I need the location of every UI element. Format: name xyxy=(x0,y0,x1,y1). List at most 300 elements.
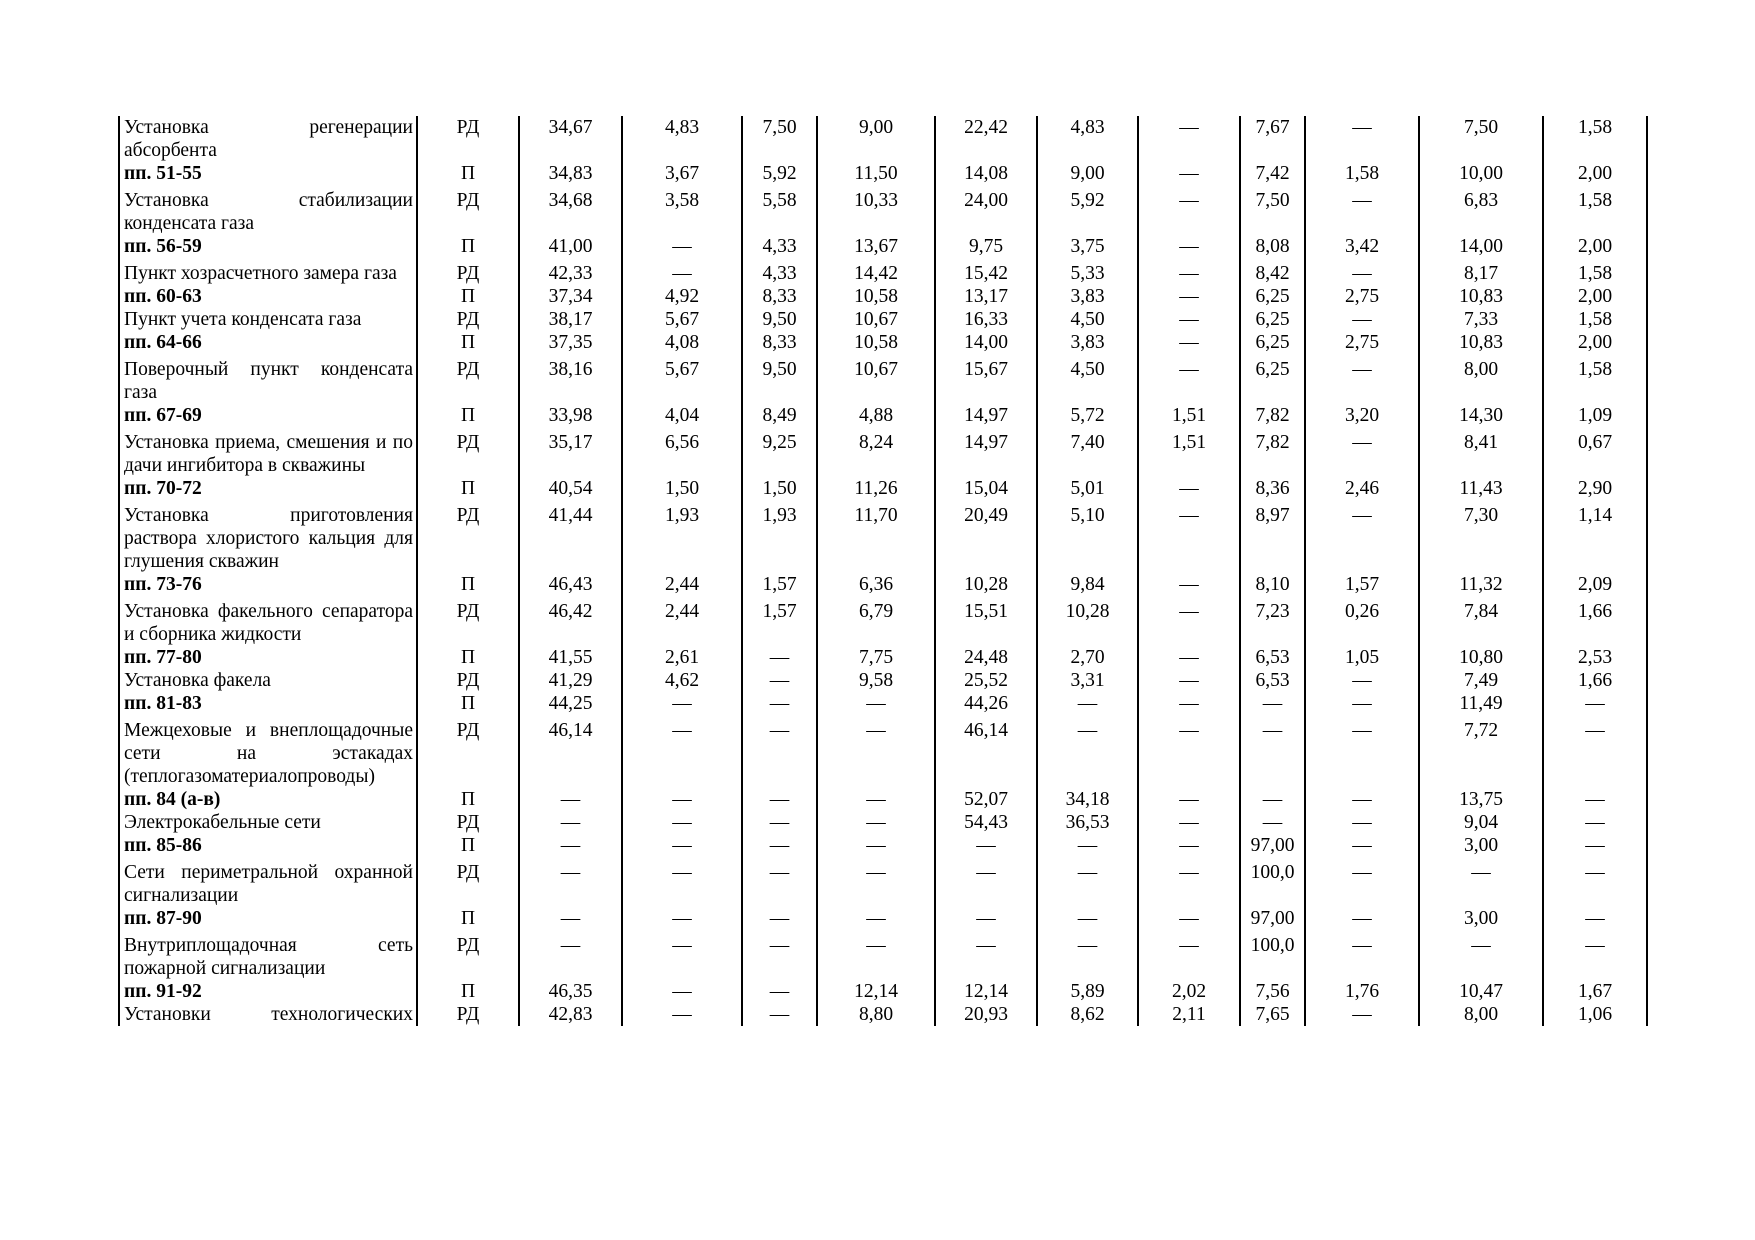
value-cell: 6,36 xyxy=(817,573,935,596)
value-cell: 4,62 xyxy=(622,669,742,692)
value-cell: — xyxy=(1419,930,1543,980)
value-cell: 97,00 xyxy=(1240,907,1305,930)
value-cell: 2,00 xyxy=(1543,235,1647,258)
value-cell: 7,82 xyxy=(1240,427,1305,477)
table-row xyxy=(119,258,1647,285)
value-cell: 7,50 xyxy=(742,116,817,162)
value-cell: 5,92 xyxy=(1037,185,1138,235)
value-cell: 1,50 xyxy=(742,477,817,500)
table-row xyxy=(119,573,1647,596)
value-cell: 10,67 xyxy=(817,354,935,404)
value-cell: 10,58 xyxy=(817,331,935,354)
value-cell: 4,50 xyxy=(1037,354,1138,404)
value-cell: 46,35 xyxy=(519,980,622,1003)
value-cell: 2,53 xyxy=(1543,646,1647,669)
value-cell: 15,67 xyxy=(935,354,1037,404)
value-cell: 1,57 xyxy=(742,573,817,596)
value-cell: — xyxy=(622,834,742,857)
doc-type-cell: П xyxy=(417,646,519,669)
value-cell: 1,05 xyxy=(1305,646,1419,669)
value-cell: 15,51 xyxy=(935,596,1037,646)
value-cell: — xyxy=(817,715,935,788)
section-ref-cell: пп. 84 (а-в) xyxy=(119,788,417,811)
value-cell: 15,42 xyxy=(935,258,1037,285)
value-cell: — xyxy=(1138,162,1240,185)
value-cell: 12,14 xyxy=(935,980,1037,1003)
value-cell: — xyxy=(1138,500,1240,573)
value-cell: 100,0 xyxy=(1240,930,1305,980)
value-cell: 10,83 xyxy=(1419,285,1543,308)
value-cell: — xyxy=(1305,834,1419,857)
value-cell: 11,70 xyxy=(817,500,935,573)
doc-type-cell: П xyxy=(417,834,519,857)
value-cell: — xyxy=(1543,788,1647,811)
value-cell: — xyxy=(742,811,817,834)
value-cell: 8,33 xyxy=(742,331,817,354)
value-cell: — xyxy=(519,811,622,834)
value-cell: 7,33 xyxy=(1419,308,1543,331)
value-cell: 1,58 xyxy=(1543,116,1647,162)
value-cell: — xyxy=(1543,857,1647,907)
value-cell: — xyxy=(817,907,935,930)
table-row xyxy=(119,811,1647,834)
value-cell: — xyxy=(1419,857,1543,907)
value-cell: 11,49 xyxy=(1419,692,1543,715)
value-cell: 1,66 xyxy=(1543,596,1647,646)
doc-type-cell: РД xyxy=(417,308,519,331)
value-cell: — xyxy=(622,1003,742,1026)
value-cell: 7,30 xyxy=(1419,500,1543,573)
value-cell: 14,30 xyxy=(1419,404,1543,427)
value-cell: 6,83 xyxy=(1419,185,1543,235)
value-cell: — xyxy=(1305,1003,1419,1026)
value-cell: 20,49 xyxy=(935,500,1037,573)
value-cell: 2,75 xyxy=(1305,285,1419,308)
value-cell: 7,72 xyxy=(1419,715,1543,788)
value-cell: — xyxy=(817,692,935,715)
value-cell: 1,57 xyxy=(742,596,817,646)
value-cell: — xyxy=(742,834,817,857)
value-cell: 8,00 xyxy=(1419,1003,1543,1026)
value-cell: — xyxy=(1305,116,1419,162)
value-cell: 7,40 xyxy=(1037,427,1138,477)
value-cell: — xyxy=(1037,907,1138,930)
object-name-cell: Сети периметральной охранной сигнализации xyxy=(119,857,417,907)
value-cell: 9,00 xyxy=(1037,162,1138,185)
value-cell: 3,00 xyxy=(1419,907,1543,930)
table-row xyxy=(119,185,1647,235)
object-name-cell: Пункт учета конденсата газа xyxy=(119,308,417,331)
value-cell: 2,61 xyxy=(622,646,742,669)
value-cell: 41,44 xyxy=(519,500,622,573)
value-cell: — xyxy=(1305,258,1419,285)
value-cell: — xyxy=(742,1003,817,1026)
value-cell: 11,50 xyxy=(817,162,935,185)
value-cell: 5,89 xyxy=(1037,980,1138,1003)
value-cell: — xyxy=(1138,308,1240,331)
value-cell: 10,00 xyxy=(1419,162,1543,185)
value-cell: 1,58 xyxy=(1543,258,1647,285)
value-cell: 46,43 xyxy=(519,573,622,596)
table-body xyxy=(119,116,1647,1026)
table-row xyxy=(119,907,1647,930)
table-row xyxy=(119,331,1647,354)
value-cell: 4,04 xyxy=(622,404,742,427)
value-cell: 41,55 xyxy=(519,646,622,669)
value-cell: 7,23 xyxy=(1240,596,1305,646)
section-ref-cell: пп. 77-80 xyxy=(119,646,417,669)
value-cell: 34,68 xyxy=(519,185,622,235)
value-cell: 6,53 xyxy=(1240,646,1305,669)
value-cell: 14,00 xyxy=(1419,235,1543,258)
value-cell: 8,80 xyxy=(817,1003,935,1026)
value-cell: 9,75 xyxy=(935,235,1037,258)
value-cell: 36,53 xyxy=(1037,811,1138,834)
value-cell: 9,58 xyxy=(817,669,935,692)
value-cell: 24,00 xyxy=(935,185,1037,235)
table-row xyxy=(119,354,1647,404)
value-cell: 15,04 xyxy=(935,477,1037,500)
value-cell: — xyxy=(1305,427,1419,477)
value-cell: 40,54 xyxy=(519,477,622,500)
value-cell: 5,67 xyxy=(622,354,742,404)
value-cell: 1,51 xyxy=(1138,427,1240,477)
doc-type-cell: П xyxy=(417,285,519,308)
value-cell: — xyxy=(1138,692,1240,715)
value-cell: 2,75 xyxy=(1305,331,1419,354)
value-cell: 54,43 xyxy=(935,811,1037,834)
value-cell: 6,25 xyxy=(1240,331,1305,354)
value-cell: 4,08 xyxy=(622,331,742,354)
doc-type-cell: РД xyxy=(417,500,519,573)
value-cell: — xyxy=(622,930,742,980)
value-cell: — xyxy=(1305,788,1419,811)
value-cell: 6,25 xyxy=(1240,308,1305,331)
value-cell: 8,41 xyxy=(1419,427,1543,477)
value-cell: 14,00 xyxy=(935,331,1037,354)
value-cell: — xyxy=(1138,354,1240,404)
value-cell: 100,0 xyxy=(1240,857,1305,907)
value-cell: 4,33 xyxy=(742,258,817,285)
value-cell: 9,25 xyxy=(742,427,817,477)
value-cell: 14,08 xyxy=(935,162,1037,185)
value-cell: 6,56 xyxy=(622,427,742,477)
value-cell: 20,93 xyxy=(935,1003,1037,1026)
value-cell: 11,26 xyxy=(817,477,935,500)
value-cell: 41,29 xyxy=(519,669,622,692)
doc-type-cell: РД xyxy=(417,596,519,646)
table-row xyxy=(119,235,1647,258)
table-row xyxy=(119,646,1647,669)
value-cell: — xyxy=(1037,930,1138,980)
value-cell: 9,84 xyxy=(1037,573,1138,596)
section-ref-cell: пп. 81-83 xyxy=(119,692,417,715)
value-cell: — xyxy=(1138,258,1240,285)
doc-type-cell: П xyxy=(417,907,519,930)
value-cell: 4,92 xyxy=(622,285,742,308)
doc-type-cell: РД xyxy=(417,185,519,235)
value-cell: — xyxy=(1138,646,1240,669)
value-cell: — xyxy=(817,788,935,811)
value-cell: — xyxy=(742,930,817,980)
value-cell: 13,67 xyxy=(817,235,935,258)
value-cell: 8,00 xyxy=(1419,354,1543,404)
value-cell: 10,58 xyxy=(817,285,935,308)
value-cell: 13,17 xyxy=(935,285,1037,308)
value-cell: — xyxy=(1305,857,1419,907)
section-ref-cell: пп. 91-92 xyxy=(119,980,417,1003)
table-row xyxy=(119,669,1647,692)
value-cell: — xyxy=(1138,596,1240,646)
doc-type-cell: РД xyxy=(417,116,519,162)
value-cell: — xyxy=(1037,834,1138,857)
value-cell: 2,70 xyxy=(1037,646,1138,669)
value-cell: 2,44 xyxy=(622,573,742,596)
value-cell: — xyxy=(1138,185,1240,235)
doc-type-cell: П xyxy=(417,477,519,500)
object-name-cell: Установка факельного сепаратора и сборника жидкости xyxy=(119,596,417,646)
value-cell: — xyxy=(622,811,742,834)
value-cell: — xyxy=(1037,857,1138,907)
doc-type-cell: РД xyxy=(417,258,519,285)
value-cell: — xyxy=(742,907,817,930)
value-cell: 10,47 xyxy=(1419,980,1543,1003)
value-cell: 4,83 xyxy=(622,116,742,162)
value-cell: — xyxy=(1138,834,1240,857)
value-cell: 7,65 xyxy=(1240,1003,1305,1026)
table-row xyxy=(119,980,1647,1003)
value-cell: 7,50 xyxy=(1240,185,1305,235)
value-cell: 10,28 xyxy=(935,573,1037,596)
value-cell: — xyxy=(742,980,817,1003)
table-row xyxy=(119,477,1647,500)
value-cell: 5,92 xyxy=(742,162,817,185)
doc-type-cell: П xyxy=(417,162,519,185)
value-cell: 1,51 xyxy=(1138,404,1240,427)
value-cell: 2,90 xyxy=(1543,477,1647,500)
value-cell: — xyxy=(1543,930,1647,980)
value-cell: 7,84 xyxy=(1419,596,1543,646)
value-cell: — xyxy=(1543,907,1647,930)
value-cell: 3,67 xyxy=(622,162,742,185)
value-cell: 97,00 xyxy=(1240,834,1305,857)
value-cell: 7,67 xyxy=(1240,116,1305,162)
value-cell: 11,43 xyxy=(1419,477,1543,500)
section-ref-cell: пп. 56-59 xyxy=(119,235,417,258)
value-cell: 3,75 xyxy=(1037,235,1138,258)
value-cell: 8,08 xyxy=(1240,235,1305,258)
value-cell: — xyxy=(1138,907,1240,930)
value-cell: 5,01 xyxy=(1037,477,1138,500)
value-cell: — xyxy=(622,857,742,907)
object-name-cell: Электрокабельные сети xyxy=(119,811,417,834)
value-cell: 22,42 xyxy=(935,116,1037,162)
value-cell: 2,00 xyxy=(1543,285,1647,308)
value-cell: — xyxy=(1037,715,1138,788)
value-cell: 46,42 xyxy=(519,596,622,646)
value-cell: — xyxy=(622,692,742,715)
value-cell: 8,97 xyxy=(1240,500,1305,573)
value-cell: 6,25 xyxy=(1240,354,1305,404)
value-cell: — xyxy=(622,258,742,285)
table-row xyxy=(119,834,1647,857)
value-cell: 8,62 xyxy=(1037,1003,1138,1026)
value-cell: — xyxy=(742,857,817,907)
value-cell: 2,44 xyxy=(622,596,742,646)
value-cell: 1,58 xyxy=(1543,185,1647,235)
doc-type-cell: П xyxy=(417,235,519,258)
value-cell: 42,83 xyxy=(519,1003,622,1026)
value-cell: — xyxy=(1138,788,1240,811)
value-cell: 2,09 xyxy=(1543,573,1647,596)
value-cell: 9,00 xyxy=(817,116,935,162)
value-cell: — xyxy=(622,715,742,788)
section-ref-cell: пп. 51-55 xyxy=(119,162,417,185)
value-cell: 0,26 xyxy=(1305,596,1419,646)
table-row xyxy=(119,930,1647,980)
value-cell: 1,58 xyxy=(1305,162,1419,185)
value-cell: 7,42 xyxy=(1240,162,1305,185)
value-cell: — xyxy=(1138,669,1240,692)
value-cell: — xyxy=(1138,477,1240,500)
value-cell: 37,34 xyxy=(519,285,622,308)
value-cell: 8,33 xyxy=(742,285,817,308)
value-cell: 10,67 xyxy=(817,308,935,331)
value-cell: — xyxy=(1138,715,1240,788)
doc-type-cell: РД xyxy=(417,715,519,788)
value-cell: 7,56 xyxy=(1240,980,1305,1003)
value-cell: 8,49 xyxy=(742,404,817,427)
object-name-cell: Установка регенерации абсорбента xyxy=(119,116,417,162)
table-row xyxy=(119,1003,1647,1026)
value-cell: 34,67 xyxy=(519,116,622,162)
value-cell: — xyxy=(935,857,1037,907)
value-cell: 13,75 xyxy=(1419,788,1543,811)
value-cell: — xyxy=(935,834,1037,857)
value-cell: — xyxy=(1138,285,1240,308)
object-name-cell: Межцеховые и внеплощадочные сети на эстакадах (теплогазоматериалопроводы) xyxy=(119,715,417,788)
object-name-cell: Внутриплощадочная сеть пожарной сигнализации xyxy=(119,930,417,980)
object-name-cell: Поверочный пункт конденсата газа xyxy=(119,354,417,404)
value-cell: 7,50 xyxy=(1419,116,1543,162)
table-row xyxy=(119,116,1647,162)
doc-type-cell: П xyxy=(417,404,519,427)
value-cell: 7,82 xyxy=(1240,404,1305,427)
object-name-cell: Установка приема, смешения и по дачи ингибитора в скважины xyxy=(119,427,417,477)
value-cell: — xyxy=(1543,811,1647,834)
value-cell: 3,31 xyxy=(1037,669,1138,692)
doc-type-cell: РД xyxy=(417,669,519,692)
value-cell: — xyxy=(1305,185,1419,235)
value-cell: — xyxy=(1305,308,1419,331)
table-row xyxy=(119,692,1647,715)
value-cell: 10,28 xyxy=(1037,596,1138,646)
section-ref-cell: пп. 85-86 xyxy=(119,834,417,857)
value-cell: 46,14 xyxy=(519,715,622,788)
value-cell: 0,67 xyxy=(1543,427,1647,477)
value-cell: — xyxy=(1240,715,1305,788)
value-cell: — xyxy=(1305,811,1419,834)
value-cell: 5,10 xyxy=(1037,500,1138,573)
value-cell: — xyxy=(622,235,742,258)
value-cell: — xyxy=(622,907,742,930)
table-row xyxy=(119,404,1647,427)
value-cell: 4,50 xyxy=(1037,308,1138,331)
doc-type-cell: РД xyxy=(417,811,519,834)
value-cell: — xyxy=(742,692,817,715)
value-cell: 3,83 xyxy=(1037,331,1138,354)
value-cell: — xyxy=(1138,811,1240,834)
value-cell: — xyxy=(1305,354,1419,404)
doc-type-cell: П xyxy=(417,573,519,596)
value-cell: 34,18 xyxy=(1037,788,1138,811)
value-cell: 8,42 xyxy=(1240,258,1305,285)
value-cell: 11,32 xyxy=(1419,573,1543,596)
table-row xyxy=(119,427,1647,477)
value-cell: 4,83 xyxy=(1037,116,1138,162)
object-name-cell: Установка стабилизации конденсата газа xyxy=(119,185,417,235)
table-row xyxy=(119,308,1647,331)
object-name-cell: Установка приготовления раствора хлористого кальция для глушения скважин xyxy=(119,500,417,573)
value-cell: — xyxy=(519,834,622,857)
value-cell: 1,67 xyxy=(1543,980,1647,1003)
doc-type-cell: РД xyxy=(417,1003,519,1026)
table-row xyxy=(119,715,1647,788)
value-cell: 42,33 xyxy=(519,258,622,285)
value-cell: 1,93 xyxy=(742,500,817,573)
value-cell: — xyxy=(519,788,622,811)
value-cell: 38,17 xyxy=(519,308,622,331)
value-cell: 5,33 xyxy=(1037,258,1138,285)
value-cell: 7,49 xyxy=(1419,669,1543,692)
value-cell: 10,33 xyxy=(817,185,935,235)
section-ref-cell: пп. 87-90 xyxy=(119,907,417,930)
value-cell: — xyxy=(1543,834,1647,857)
object-name-cell: Установка факела xyxy=(119,669,417,692)
doc-type-cell: РД xyxy=(417,354,519,404)
value-cell: 14,97 xyxy=(935,404,1037,427)
value-cell: 1,93 xyxy=(622,500,742,573)
value-cell: — xyxy=(817,811,935,834)
value-cell: 6,25 xyxy=(1240,285,1305,308)
value-cell: — xyxy=(519,930,622,980)
value-cell: 3,00 xyxy=(1419,834,1543,857)
value-cell: — xyxy=(519,857,622,907)
value-cell: — xyxy=(1138,235,1240,258)
value-cell: 3,20 xyxy=(1305,404,1419,427)
value-cell: 1,09 xyxy=(1543,404,1647,427)
value-cell: 12,14 xyxy=(817,980,935,1003)
table-row xyxy=(119,285,1647,308)
value-cell: 8,24 xyxy=(817,427,935,477)
value-cell: 3,83 xyxy=(1037,285,1138,308)
doc-type-cell: П xyxy=(417,692,519,715)
value-cell: — xyxy=(817,857,935,907)
value-cell: 5,72 xyxy=(1037,404,1138,427)
value-cell: — xyxy=(622,788,742,811)
value-cell: — xyxy=(742,646,817,669)
value-cell: 46,14 xyxy=(935,715,1037,788)
value-cell: 10,83 xyxy=(1419,331,1543,354)
value-cell: 25,52 xyxy=(935,669,1037,692)
doc-type-cell: П xyxy=(417,788,519,811)
value-cell: 1,50 xyxy=(622,477,742,500)
value-cell: 2,00 xyxy=(1543,331,1647,354)
value-cell: — xyxy=(1305,669,1419,692)
value-cell: 16,33 xyxy=(935,308,1037,331)
value-cell: 37,35 xyxy=(519,331,622,354)
value-cell: — xyxy=(1305,907,1419,930)
